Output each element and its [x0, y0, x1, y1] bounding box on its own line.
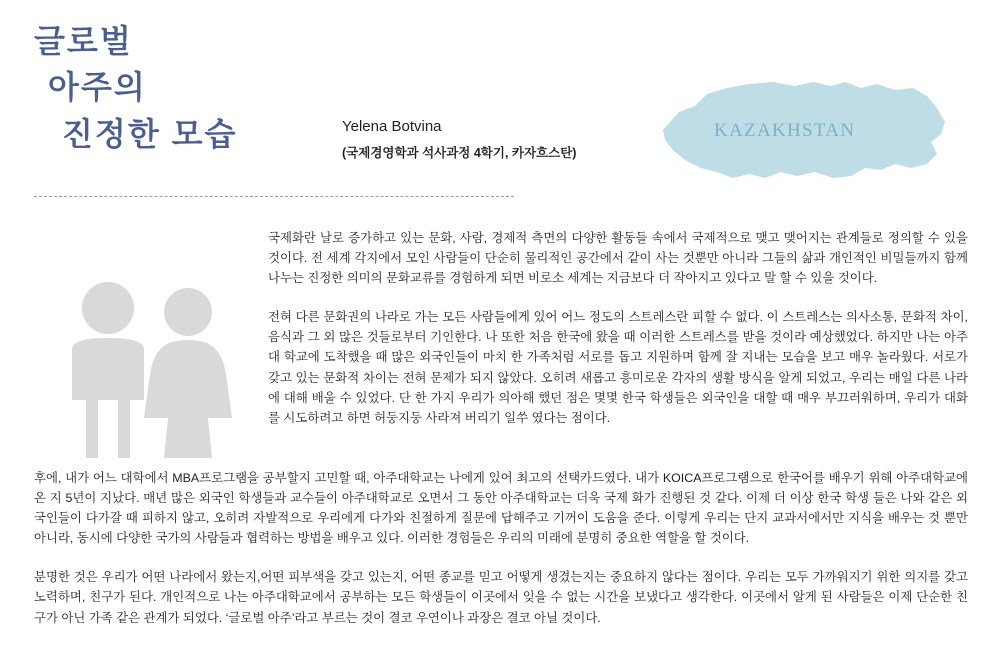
author-block [342, 118, 672, 161]
paragraph: 후에, 내가 어느 대학에서 MBA프로그램을 공부할지 고민할 때, 아주대학교는 나에게 있어 최고의 선택카드였다. 내가 KOICA프로그램으로 한국어를 배우기 위해 아주대학교에 온 지 5년이 지났다. 매년 많은 외국인 학생들과 교수들이 아주대학교로 오면서 그 동안 아주대학교는 더욱 국제 화가 진행된 것 같다. 이제 더 이상 한국 학생 들은 나와 같은 외국인들이 다가갈 때 피하지 않고, 오히려 자발적으로 우리에게 다가와 친절하게 질문에 답해주고 기꺼이 도움을 준다. 이렇게 우리는 단지 교과서에서만 지식을 배우는 것 뿐만 아니라, 동시에 다양한 국가의 사람들과 협력하는 방법을 배우고 있다. 이러한 경험들은 우리의 미래에 분명히 중요한 역할을 할 것이다. [34, 471, 968, 546]
paragraph: 분명한 것은 우리가 어떤 나라에서 왔는지,어떤 피부색을 갖고 있는지, 어떤 종교를 믿고 어떻게 생겼는지는 중요하지 않다는 점이다. 우리는 모두 가까워지기 위한 의지를 갖고 노력하며, 친구가 된다. 개인적으로 나는 아주대학교에서 공부하는 모든 학생들이 이곳에서 잊을 수 없는 시간을 보냈다고 생각한다. 이곳에서 알게 된 사람들은 이제 단순한 친구가 아닌 가족 같은 관계가 되었다. ‘글로벌 아주’라고 부르는 것이 결코 우연이나 과장은 결코 아닐 것이다. [34, 570, 968, 625]
page-title [34, 18, 334, 157]
author-affiliation: (국제경영학과 석사과정 4학기, 카자흐스탄) [342, 146, 577, 160]
full-width-column [34, 468, 968, 647]
kazakhstan-map [645, 72, 955, 197]
two-people-icon [48, 272, 248, 462]
page-header [0, 0, 982, 195]
paragraph: 국제화란 날로 증가하고 있는 문화, 사람, 경제적 측면의 다양한 활동들 속에서 국제적으로 맺고 맺어지는 관계들로 정의할 수 있을 것이다. 전 세계 각지에서 모인 사람들이 단순히 물리적인 공간에서 같이 사는 것뿐만 아니라 그들의 삶과 개인적인 비밀들까지 함께 나누는 진정한 의미의 문화교류를 경험하게 되면 비로소 세계는 지금보다 더 작아지고 있다고 말 할 수 있을 것이다. [268, 231, 968, 286]
right-column [268, 228, 968, 447]
author-name: Yelena Botvina [342, 118, 442, 135]
page-title-line-1: 글로벌 [34, 23, 133, 59]
page-title-line-2: 아주의 [48, 69, 147, 106]
header-divider [34, 196, 514, 197]
map-label: KAZAKHSTAN [714, 120, 856, 141]
paragraph: 전혀 다른 문화권의 나라로 가는 모든 사람들에게 있어 어느 정도의 스트레스란 피할 수 없다. 이 스트레스는 의사소통, 문화적 차이, 음식과 그 외 많은 것들로부터 기인한다. 나 또한 처음 한국에 왔을 때 이러한 스트레스를 받을 것이라 예상했었다. 하지만 나는 아주대 학교에 도착했을 때 많은 외국인들이 마치 한 가족처럼 서로를 돕고 지원하며 함께 잘 지내는 모습을 보고 매우 놀라웠다. 서로가 갖고 있는 문화적 차이는 전혀 문제가 되지 않았다. 오히려 새롭고 흥미로운 각자의 생활 방식을 알게 되었고, 우리는 매일 다른 나라에 대해 배울 수 있었다. 단 한 가지 우리가 의아해 했던 점은 몇몇 한국 학생들은 외국인을 대할 때 매우 부끄러워하며, 우리가 대화를 시도하려고 하면 허둥지둥 사라져 버리기 일쑤 였다는 점이다. [268, 310, 968, 425]
page-title-line-3: 진정한 모습 [62, 115, 238, 152]
